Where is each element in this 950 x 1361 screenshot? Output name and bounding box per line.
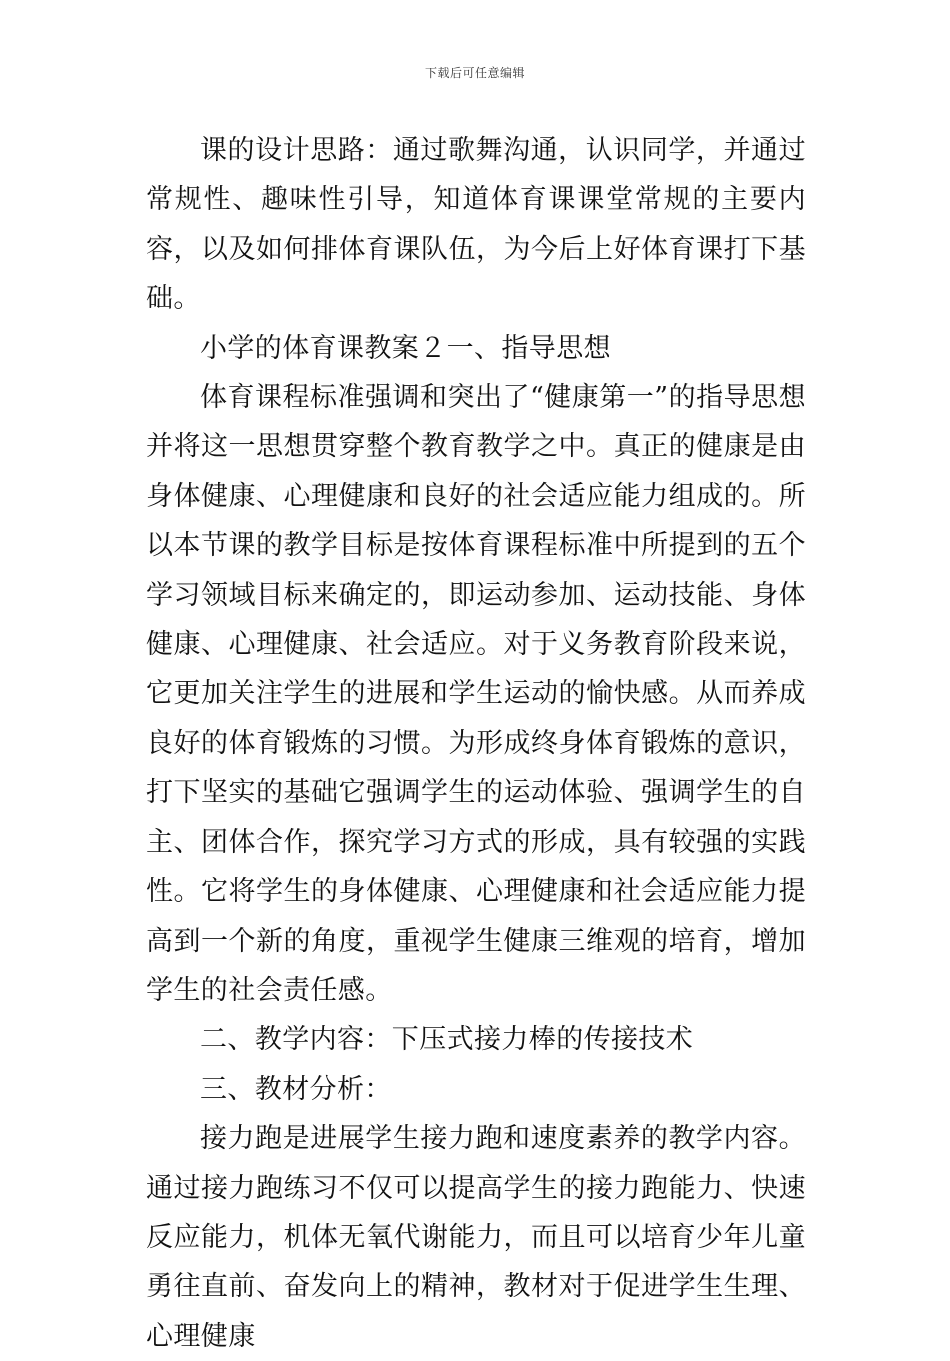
paragraph-guiding-thought: 体育课程标准强调和突出了“健康第一”的指导思想并将这一思想贯穿整个教育教学之中。真正的健康是由身体健康、心理健康和良好的社会适应能力组成的。所以本节课的教学目标是按体育课程标准中所提到的五个学习领域目标来确定的，即运动参加、运动技能、身体健康、心理健康、社会适应。对于义务教育阶段来说，它更加关注学生的进展和学生运动的愉快感。从而养成良好的体育锻炼的习惯。为形成终身体育锻炼的意识，打下坚实的基础它强调学生的运动体验、强调学生的自主、团体合作，探究学习方式的形成，具有较强的实践性。它将学生的身体健康、心理健康和社会适应能力提高到一个新的角度，重视学生健康三维观的培育，增加学生的社会责任感。	[146, 382, 806, 1006]
paragraph-lesson-plan-heading: 小学的体育课教案２一、指导思想	[200, 332, 611, 364]
paragraph-design-idea: 课的设计思路：通过歌舞沟通，认识同学，并通过常规性、趣味性引导，知道体育课课堂常规的主要内容，以及如何排体育课队伍，为今后上好体育课打下基础。	[146, 135, 806, 315]
paragraph-material-analysis-heading: 三、教材分析：	[200, 1073, 392, 1105]
document-body	[146, 126, 806, 1361]
paragraph-teaching-content: 二、教学内容：下压式接力棒的传接技术	[200, 1024, 694, 1056]
page-header: 下载后可任意编辑	[424, 66, 525, 80]
paragraph-material-analysis: 接力跑是进展学生接力跑和速度素养的教学内容。通过接力跑练习不仅可以提高学生的接力跑能力、快速反应能力，机体无氧代谢能力，而且可以培育少年儿童勇往直前、奋发向上的精神，教材对于促进学生生理、心理健康	[146, 1123, 806, 1352]
